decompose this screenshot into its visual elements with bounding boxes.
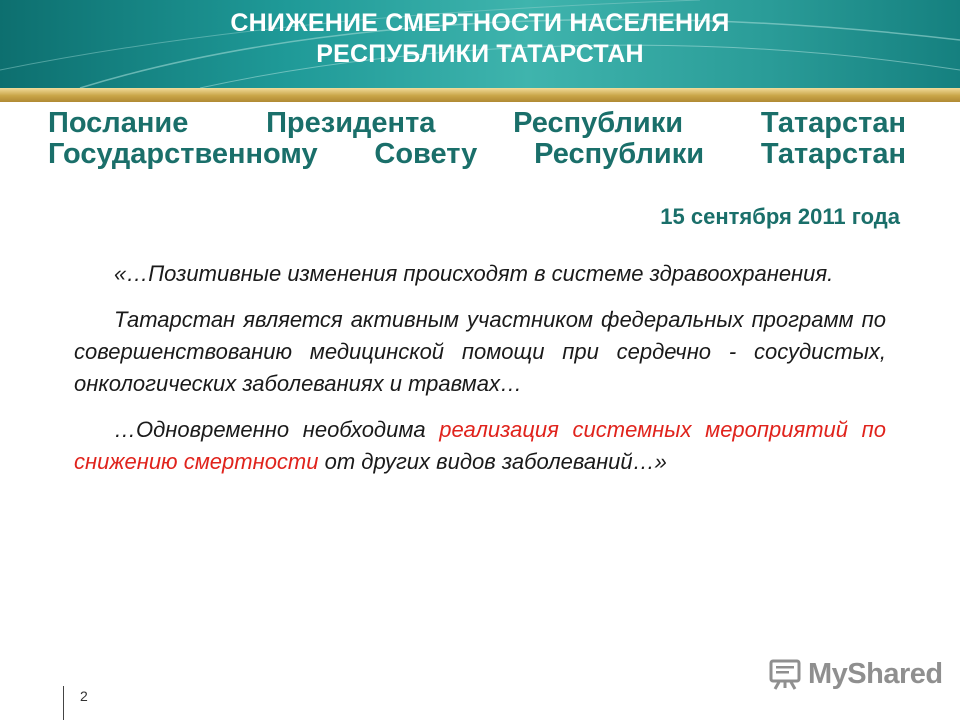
logo-text: MyShared — [808, 657, 943, 690]
presentation-board-icon — [768, 657, 802, 691]
quote-p3-end: от других видов заболеваний…» — [318, 449, 667, 474]
slide-title-line1: СНИЖЕНИЕ СМЕРТНОСТИ НАСЕЛЕНИЯ — [230, 9, 730, 37]
quote-p3-start: …Одновременно необходима — [114, 417, 440, 442]
myshared-logo — [768, 654, 943, 694]
quote-paragraph-2: Татарстан является активным участником федеральных программ по совершенствованию медицинской помощи при сердечно - сосудистых, онкологических заболеваниях и травмах… — [74, 307, 886, 396]
quote-highlight: реализация системных мероприятий по снижению смертности — [74, 417, 887, 474]
quote-block — [74, 258, 886, 492]
slide-title — [0, 8, 960, 70]
subtitle-line2: Государственному Совету Республики Татарстан — [48, 138, 906, 170]
footer-divider — [63, 686, 64, 720]
quote-paragraph-1: «…Позитивные изменения происходят в системе здравоохранения. — [114, 261, 834, 286]
subtitle-line1: Послание Президента Республики Татарстан — [48, 107, 906, 139]
quote-paragraph-3 — [74, 414, 886, 478]
message-date: 15 сентября 2011 года — [660, 204, 900, 229]
slide-subtitle — [48, 108, 906, 170]
slide-title-line2: РЕСПУБЛИКИ ТАТАРСТАН — [316, 40, 644, 68]
page-number: 2 — [80, 688, 88, 704]
slide-header — [0, 0, 960, 88]
gold-divider-band — [0, 88, 960, 102]
